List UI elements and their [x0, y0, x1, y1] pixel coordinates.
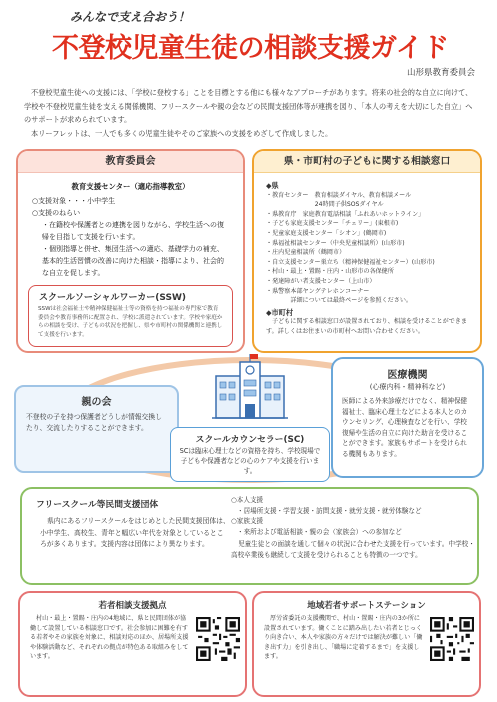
school-counselor-title: スクールカウンセラー(SC) — [195, 435, 305, 445]
ssw-body: SSWは社会福祉士や精神保健福祉士等の資格を持つ福祉の専門家で教育委員会や教育事務所に配置され、学校に派遣されています。学校や家庭からの相談を受け、子どもの状況を把握し、県や市町村の関係機関と連携して支援を行います。 — [38, 306, 223, 338]
pref-item: ・発達障がい者支援センター（上山市） — [266, 277, 376, 285]
medical-body: 医師による外来診療だけでなく、精神保健福祉士、臨床心理士などによる本人とのカウンセリング、心理検査などを行い、学校復帰や生活の自立に向けた助言を受けることができます。家族もサポートを受けられる機関もあります。 — [342, 397, 468, 458]
ssw-box — [28, 285, 233, 347]
school-building-icon — [212, 352, 288, 422]
municipal-body — [254, 173, 480, 337]
edu-board-title: 教育委員会 — [18, 151, 243, 173]
municipal-title: 県・市町村の子どもに関する相談窓口 — [254, 151, 480, 173]
qr-code-icon[interactable] — [430, 617, 474, 661]
pref-item: ・自立支援センター巣立ち（精神保健福祉センター）(山形市) — [266, 258, 435, 266]
youth-support-station-body: 厚労省委託の支援機関で、村山・置賜・庄内の3か所に設置されています。働くことに踏み出したい若者とじっくり向き合い、本人や家族の方々だけでは解決が難しい「働き出す力」を引き出し、「職場に定着するまで」を支援します。 — [264, 615, 423, 660]
intro-paragraph-1: 不登校児童生徒への支援には、「学校に登校する」ことを目標とする他にも様々なアプローチがあります。将来の社会的な自立に向けて、学校や不登校児童生徒を支える関係機関、フリースクールや親の会などの民間支援団体等が連携を図り、「本人の考えを大切にした自立」へのサポートが求められています。 — [24, 88, 473, 124]
pref-item: ・庄内児童相談所（鶴岡市） — [266, 249, 346, 257]
parents-group-box — [14, 385, 179, 473]
school-counselor-body: SCは臨床心理士などの資格を持ち、学校現場で子どもや保護者などの心のケアや支援を行います。 — [179, 447, 321, 475]
qr-code-icon[interactable] — [196, 617, 240, 661]
pref-item: ・村山・最上・置賜・庄内・山形市の各保健所 — [266, 268, 394, 276]
free-school-description: 県内にあるフリースクールをはじめとした民間支援団体は、小中学生、高校生、青年と幅広い年代を対象としているところが多くあります。支援内容は団体により異なります。 — [40, 517, 230, 548]
school-counselor-box — [170, 427, 330, 482]
municipal-box — [252, 149, 482, 353]
support-item-self: ・居場所支援・学習支援・訪問支援・就労支援・就労体験など — [237, 506, 422, 515]
pref-item: ・県教育庁 家庭教育電話相談「ふれあいホットライン」 — [266, 210, 425, 218]
youth-support-station-box — [252, 591, 481, 697]
author: 山形県教育委員会 — [406, 68, 475, 78]
intro-paragraph-2: 本リーフレットは、一人でも多くの児童生徒やそのご家族への支援をめざして作成しました。 — [31, 128, 333, 138]
youth-consultation-body: 村山・最上・置賜・庄内の4地域に、県と民間団体が協働して設置している相談窓口です。社会参加に困難を有する若者やその家族を対象に、相談対応のほか、居場所支援や体験活動など、それぞれの拠点が特色ある取組みをしています。 — [30, 615, 189, 660]
medical-subtitle: (心療内科・精神科など) — [369, 383, 446, 391]
free-school-title: フリースクール等民間支援団体 — [36, 500, 159, 510]
pref-item: 詳細については最終ページを参照ください。 — [266, 297, 413, 305]
support-heading-self: ○本人支援 — [231, 496, 264, 504]
free-school-support-list — [231, 495, 476, 561]
intro-text — [24, 86, 476, 140]
medical-box — [331, 357, 484, 478]
page-title: 不登校児童生徒の相談支援ガイド — [52, 33, 449, 64]
pref-item: ・子ども家庭支援センター「チェリー」(東根市) — [266, 220, 399, 228]
youth-support-station-title: 地域若者サポートステーション — [307, 601, 426, 611]
medical-title: 医療機関 — [387, 370, 428, 381]
youth-consultation-box — [18, 591, 247, 697]
edu-aim-1: ・在籍校や保護者との連携を図りながら、学校生活への復帰を目指して支援を行います。 — [42, 221, 224, 241]
support-heading-family: ○家族支援 — [231, 517, 264, 526]
pref-item: ・県警察本部ヤングテレホンコーナー — [266, 287, 370, 295]
youth-consultation-title: 若者相談支援拠点 — [98, 601, 167, 611]
support-item-family: ・来所および電話相談・親の会（家族会）への参加など — [237, 527, 402, 536]
header-subtitle: みんなで支え合おう！ — [70, 10, 191, 24]
edu-aim-2: ・個別指導と併せ、集団生活への適応、基礎学力の補充、基本的生活習慣の改善に向けた相談・指導により、社会的な自立を促します。 — [42, 245, 224, 277]
pref-item: 24時間子供SOSダイヤル — [266, 201, 384, 209]
ssw-title: スクールソーシャルワーカー(SSW) — [39, 293, 186, 303]
edu-target: ○支援対象・・・小中学生 — [32, 197, 116, 205]
pref-item: ・教育センター 教育相談ダイヤル、教育相談メール — [266, 191, 412, 199]
free-school-box — [20, 487, 479, 585]
edu-center-title: 教育支援センター（適応指導教室） — [71, 182, 190, 191]
pref-item: ・県福祉相談センター（中央児童相談所）(山形市) — [266, 239, 405, 247]
support-note: 児童生徒との面談を通して個々の状況に合わせた支援を行っています。中学校・高校卒業後も継続して支援を受けられることも特徴の一つです。 — [231, 540, 475, 559]
city-body: 子どもに関する相談窓口が設置されており、相談を受けることができます。詳しくはお住まいの市町村へお問い合わせください。 — [266, 318, 467, 335]
pref-heading: ◆県 — [266, 181, 279, 190]
parents-group-title: 親の会 — [81, 397, 112, 408]
edu-aim: ○支援のねらい — [32, 209, 81, 217]
city-heading: ◆市町村 — [266, 307, 294, 317]
parents-group-body: 不登校の子を持つ保護者どうしが情報交換したり、交流したりすることができます。 — [26, 413, 162, 432]
edu-support-center — [32, 181, 229, 279]
pref-item: ・児童家庭支援センター「シオン」(鶴岡市) — [266, 229, 387, 237]
